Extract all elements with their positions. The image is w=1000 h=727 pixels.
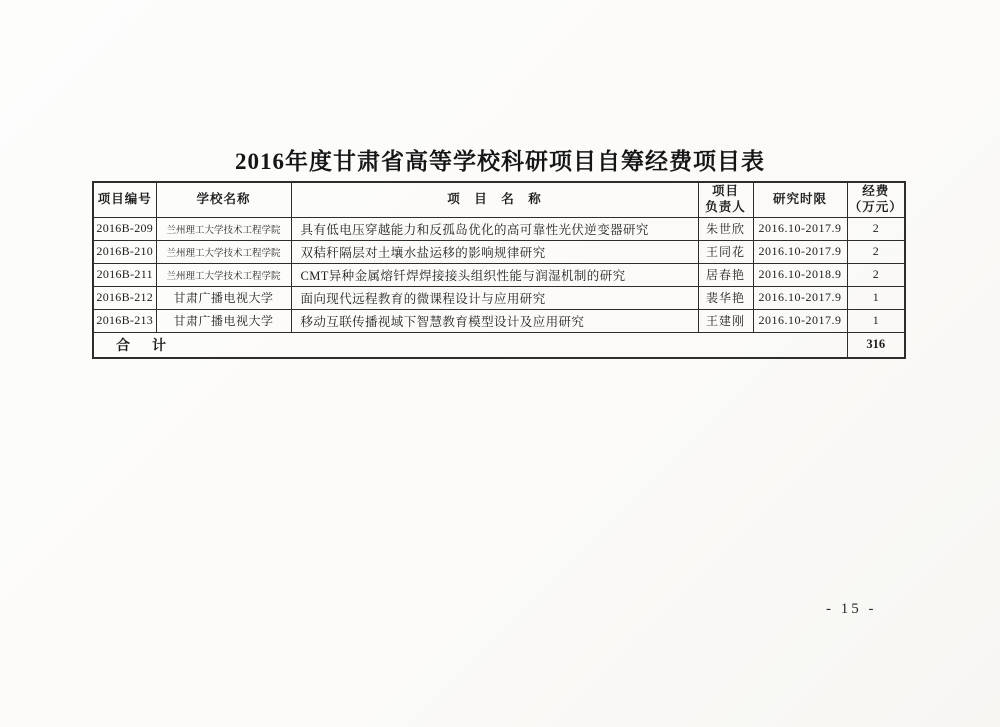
- table-row: [93, 217, 905, 240]
- cell-research-period: 2016.10-2017.9: [753, 309, 847, 332]
- header-project-code: 项目编号: [93, 182, 156, 217]
- page-title: 2016年度甘肃省高等学校科研项目自筹经费项目表: [235, 149, 765, 174]
- page-number: - 15 -: [826, 601, 877, 617]
- cell-budget: 2: [847, 240, 905, 263]
- header-research-period: 研究时限: [753, 182, 847, 217]
- cell-project-leader: 王建刚: [698, 309, 753, 332]
- table-row: [93, 309, 905, 332]
- cell-school-name: 甘肃广播电视大学: [156, 286, 291, 309]
- cell-project-code: 2016B-212: [93, 286, 156, 309]
- cell-project-leader: 居春艳: [698, 263, 753, 286]
- table-row: [93, 286, 905, 309]
- cell-school-name: 兰州理工大学技术工程学院: [156, 217, 291, 240]
- cell-research-period: 2016.10-2018.9: [753, 263, 847, 286]
- cell-budget: 2: [847, 217, 905, 240]
- cell-project-name: 移动互联传播视域下智慧教育模型设计及应用研究: [291, 309, 698, 332]
- header-project-leader: [698, 182, 753, 217]
- cell-project-code: 2016B-211: [93, 263, 156, 286]
- cell-school-name: 兰州理工大学技术工程学院: [156, 263, 291, 286]
- total-value: 316: [847, 332, 905, 358]
- cell-school-name: 兰州理工大学技术工程学院: [156, 240, 291, 263]
- cell-research-period: 2016.10-2017.9: [753, 217, 847, 240]
- header-project-name: 项 目 名 称: [291, 182, 698, 217]
- table-row: [93, 263, 905, 286]
- header-school-name: 学校名称: [156, 182, 291, 217]
- cell-project-leader: 王同花: [698, 240, 753, 263]
- cell-project-code: 2016B-213: [93, 309, 156, 332]
- table-header-row: [93, 182, 905, 217]
- total-row: [93, 332, 905, 358]
- header-leader-line1: 项目: [711, 184, 739, 199]
- cell-budget: 1: [847, 309, 905, 332]
- header-leader-line2: 负责人: [705, 199, 746, 214]
- cell-project-name: 具有低电压穿越能力和反孤岛优化的高可靠性光伏逆变器研究: [291, 217, 698, 240]
- total-label: 合 计: [93, 332, 847, 358]
- cell-school-name: 甘肃广播电视大学: [156, 309, 291, 332]
- projects-table: [92, 181, 906, 359]
- header-budget: [847, 182, 905, 217]
- table-row: [93, 240, 905, 263]
- cell-research-period: 2016.10-2017.9: [753, 240, 847, 263]
- cell-project-code: 2016B-209: [93, 217, 156, 240]
- cell-budget: 2: [847, 263, 905, 286]
- cell-project-code: 2016B-210: [93, 240, 156, 263]
- cell-project-leader: 朱世欣: [698, 217, 753, 240]
- cell-project-name: 双秸秆隔层对土壤水盐运移的影响规律研究: [291, 240, 698, 263]
- cell-budget: 1: [847, 286, 905, 309]
- header-budget-line1: 经费: [862, 184, 890, 199]
- header-budget-line2: （万元）: [848, 199, 903, 214]
- cell-project-name: 面向现代远程教育的微课程设计与应用研究: [291, 286, 698, 309]
- cell-project-leader: 裴华艳: [698, 286, 753, 309]
- cell-research-period: 2016.10-2017.9: [753, 286, 847, 309]
- cell-project-name: CMT异种金属熔钎焊焊接接头组织性能与润湿机制的研究: [291, 263, 698, 286]
